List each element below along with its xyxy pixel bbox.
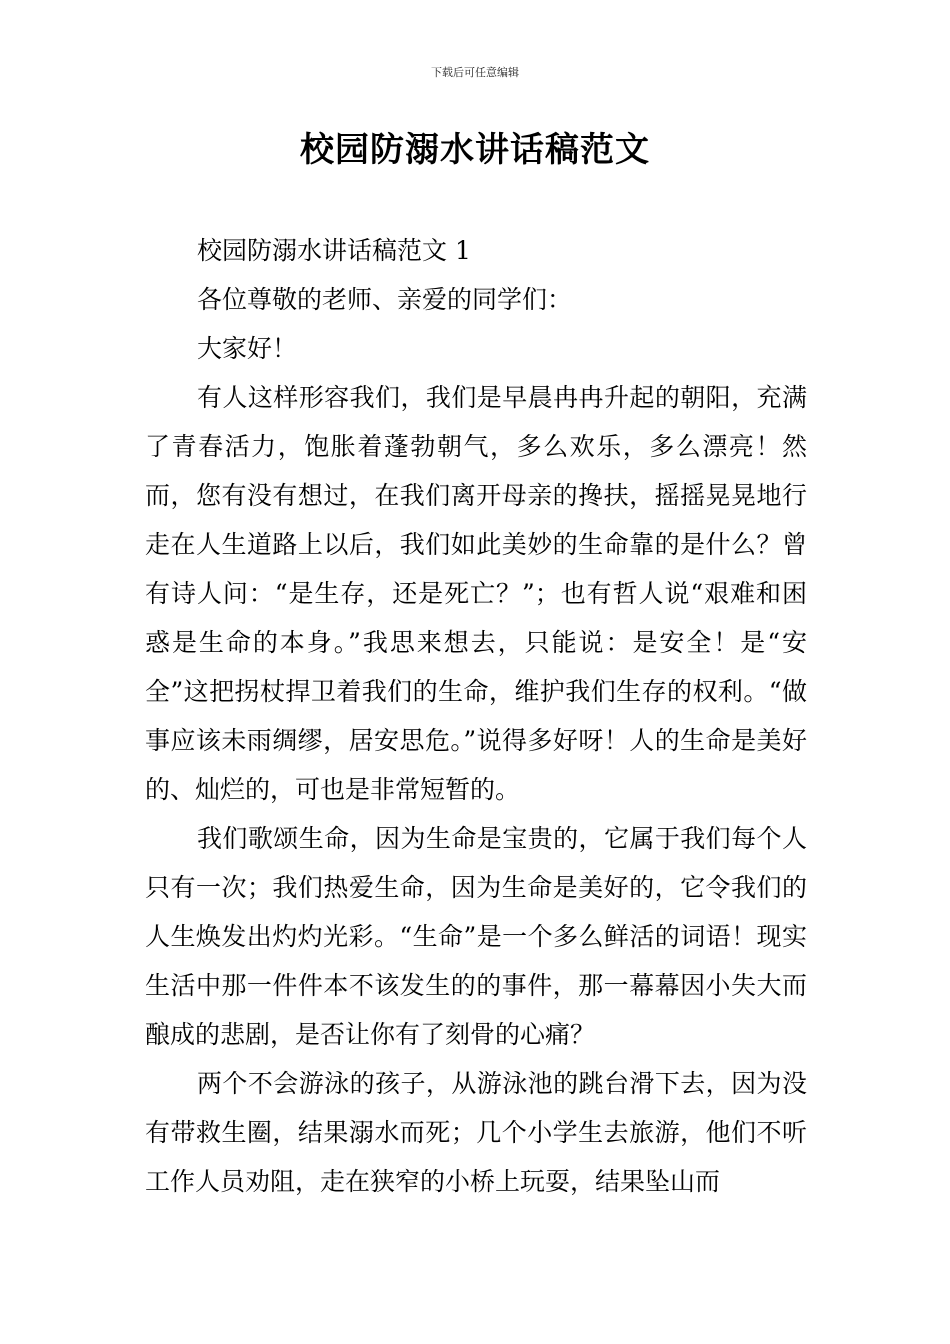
paragraph-salutation: 各位尊敬的老师、亲爱的同学们：: [197, 285, 573, 314]
document-title: 校园防溺水讲话稿范文: [300, 130, 650, 170]
paragraph-subtitle: 校园防溺水讲话稿范文 1: [197, 236, 471, 265]
document-body: [145, 226, 807, 1206]
paragraph: 两个不会游泳的孩子，从游泳池的跳台滑下去，因为没有带救生圈，结果溺水而死；几个小学生去旅游，他们不听工作人员劝阻，走在狭窄的小桥上玩耍，结果坠山而: [145, 1069, 807, 1196]
paragraph-greeting: 大家好！: [197, 334, 298, 363]
paragraph: 我们歌颂生命，因为生命是宝贵的，它属于我们每个人只有一次；我们热爱生命，因为生命是美好的，它令我们的人生焕发出灼灼光彩。“生命”是一个多么鲜活的词语！现实生活中那一件件本不该发生的的事件，那一幕幕因小失大而酿成的悲剧，是否让你有了刻骨的心痛？: [145, 824, 807, 1049]
paragraph: 有人这样形容我们，我们是早晨冉冉升起的朝阳，充满了青春活力，饱胀着蓬勃朝气，多么欢乐，多么漂亮！然而，您有没有想过，在我们离开母亲的搀扶，摇摇晃晃地行走在人生道路上以后，我们如此美妙的生命靠的是什么？曾有诗人问：“是生存，还是死亡？”；也有哲人说“艰难和困惑是生命的本身。”我思来想去，只能说：是安全！是“安全”这把拐杖捍卫着我们的生命，维护我们生存的权利。“做事应该未雨绸缪，居安思危。”说得多好呀！人的生命是美好的、灿烂的，可也是非常短暂的。: [145, 383, 807, 804]
header-note: 下载后可任意编辑: [431, 66, 519, 79]
